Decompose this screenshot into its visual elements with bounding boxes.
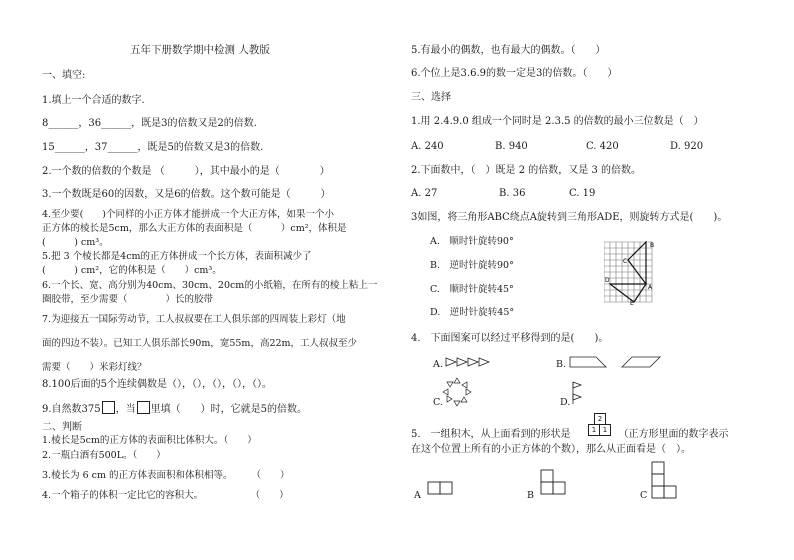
question-4-line2: 正方体的棱长是5cm，那么大正方体的表面积是（ ）cm²，体积是 [42,223,347,234]
choice-3-option-a: A. 顺时针旋转90° [430,236,514,247]
question-9-prefix: 9.自然数375 [42,404,101,415]
choice-5-suffix: （正方形里面的数字表示 [618,429,729,440]
question-4-line1: 4.至少要( )个同样的小正方体才能拼成一个大正方体，如果一个小 [42,209,334,220]
pattern-a-triangles-icon [445,356,493,368]
question-8: 8.100后面的5个连续偶数是（），（），（），（），（）。 [42,379,272,390]
option-c-front-view-icon [650,460,680,500]
judge-2: 2.一瓶白酒有500L。（ ） [42,450,166,461]
rotation-grid-figure [604,239,658,305]
blank-box [102,401,115,414]
choice-5-option-a: A [414,490,421,501]
point-label-b: B [650,242,655,249]
pattern-c-rotated-triangles-icon [442,377,472,407]
question-7-line3: 需要（ ）米彩灯线？ [42,362,147,373]
section-fill-blank: 一、填空: [42,70,86,81]
choice-5-option-c: C [640,490,648,501]
point-label-e: E [630,300,634,305]
choice-5-line1 [411,428,729,441]
question-4-line3: ( ) cm³。 [42,237,109,248]
choice-3-option-c: C. 顺时针旋转45° [430,284,514,295]
question-3: 3.一个数既是60的因数，又是6的倍数。这个数可能是（ ） [42,189,331,200]
question-7-line1: 7.为迎接五一国际劳动节，工人叔叔要在工人俱乐部的四周装上彩灯（地 [42,314,346,325]
choice-5-prefix: 5. 一组积木，从上面看到的形状是 [411,429,571,440]
choice-1-option-d: D. 920 [670,141,704,152]
question-5-line1: 5.把 3 个棱长都是4cm的正方体拼成一个长方体，表面积减少了 [42,251,312,262]
question-6-line1: 6.一个长、宽、高分别为40cm、30cm、20cm的小纸箱，在所有的棱上粘上一 [42,280,378,291]
judge-5: 5.有最小的偶数，也有最大的偶数。（ ） [411,45,606,56]
judge-4: 4.一个箱子的体积一定比它的容积大。 （ ） [42,490,289,501]
choice-2-option-a: A. 27 [411,188,438,199]
choice-2-option-b: B. 36 [499,188,526,199]
point-label-a: A [648,284,653,291]
option-a-front-view-icon [426,480,456,496]
question-2: 2.一个数的倍数的个数是 （ ），其中最小的是（ ） [42,166,330,177]
choice-4-option-b: B. [556,359,567,370]
top-view-cell: 2 [594,413,606,425]
choice-2-option-c: C. 19 [569,188,596,199]
point-label-d: D [605,277,610,284]
choice-4: 4. 下面图案可以经过平移得到的是( )。 [411,333,609,344]
choice-1-option-b: B. 940 [495,141,528,152]
page-title: 五年下册数学期中检测 人教版 [130,44,270,56]
question-1a: 8______，36______，既是3的倍数又是2的倍数. [42,118,257,129]
choice-5-option-b: B [527,490,534,501]
choice-1-option-a: A. 240 [411,141,444,152]
question-9-middle: ，当 [115,404,136,415]
choice-5-line2: 在这个位置上所有的小正方体的个数），那么从正面看是（ ）。 [411,444,691,455]
top-view-grid [588,413,612,439]
pattern-d-flags-icon [567,380,591,406]
section-choice: 三、选择 [411,92,451,103]
choice-3-option-b: B. 逆时针旋转90° [430,260,514,271]
question-1: 1.填上一个合适的数字. [42,95,145,106]
choice-2: 2.下面数中，（ ）既是 2 的倍数，又是 3 的倍数。 [411,165,641,176]
choice-4-option-a: A. [433,359,443,370]
choice-1: 1.用 2.4.9.0 组成一个同时是 2.3.5 的倍数的最小三位数是（ ） [411,116,704,127]
top-view-cell: 1 [599,424,611,436]
judge-3: 3.棱长为 6 cm 的正方体表面积和体积相等。 （ ） [42,470,290,481]
choice-1-option-c: C. 420 [586,141,619,152]
choice-4-option-d: D. [560,397,571,408]
pattern-b-parallelograms-icon [568,355,662,369]
choice-4-option-c: C. [433,397,443,408]
question-9 [42,401,307,416]
judge-1: 1.棱长是5cm的正方体的表面积比体积大。（ ） [42,435,257,446]
section-judgement: 二、判断 [42,422,82,433]
question-9-suffix: 里填（ ）时，它就是5的倍数。 [150,404,308,415]
choice-3-option-d: D. 逆时针旋转45° [430,307,515,318]
blank-box [137,401,150,414]
top-view-cell: 1 [588,424,600,436]
question-6-line2: 圈胶带，至少需要（ ）长的胶带 [42,294,214,305]
question-5-line2: ( ) cm²，它的体积是（ ）cm³。 [42,265,222,276]
option-b-front-view-icon [539,468,569,496]
choice-3: 3如图，将三角形ABC绕点A旋转到三角形ADE，则旋转方式是( )。 [411,212,728,223]
question-1b: 15______，37______，既是5的倍数又是3的倍数. [42,142,264,153]
judge-6: 6.个位上是3.6.9的数一定是3的倍数。（ ） [411,68,618,79]
point-label-c: C [623,258,628,265]
question-7-line2: 面的四边不装）。已知工人俱乐部长90m，宽55m，高22m，工人叔叔至少 [42,338,358,349]
